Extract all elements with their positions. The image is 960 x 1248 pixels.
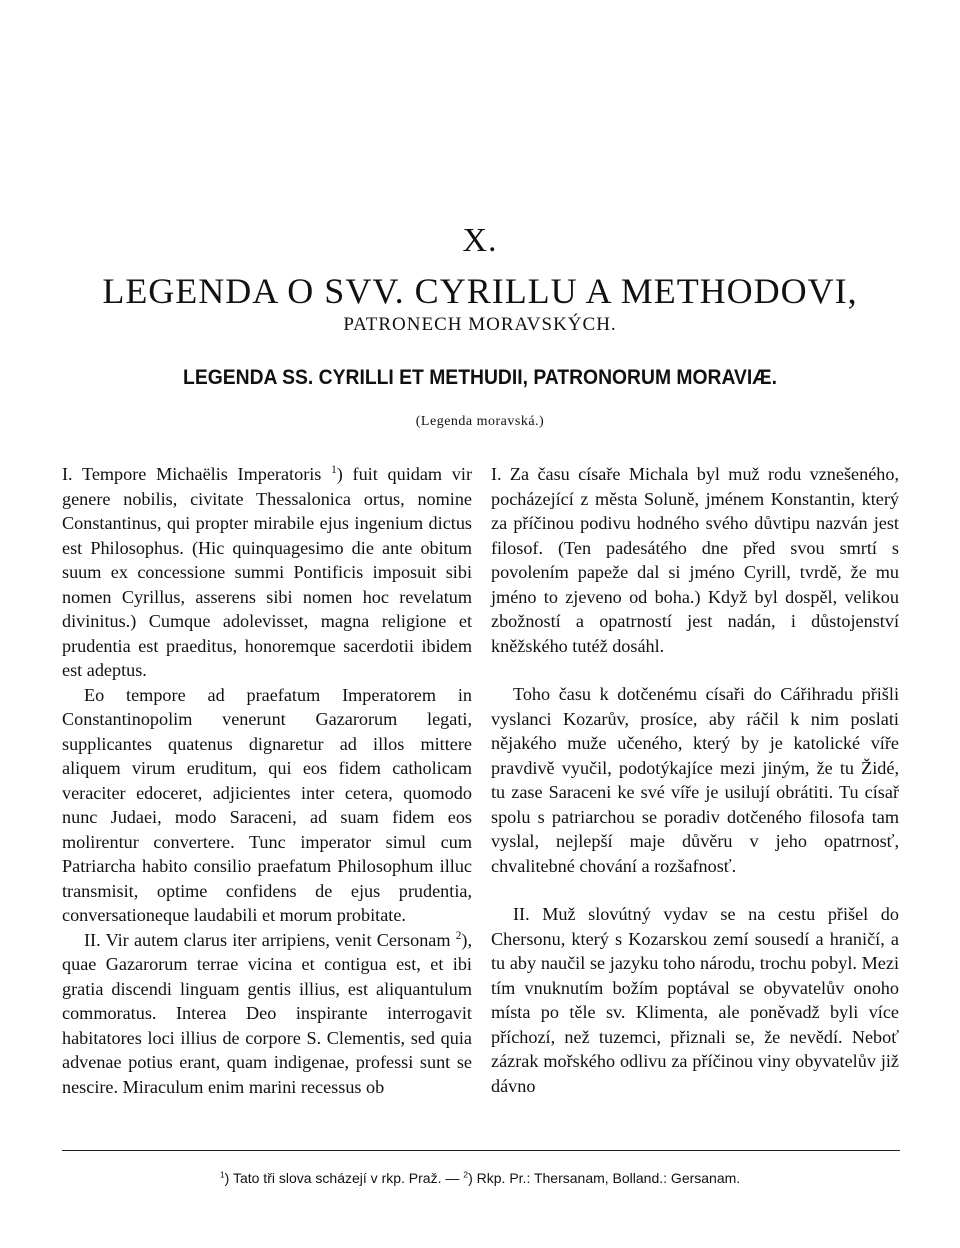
latin-title: LEGENDA SS. CYRILLI ET METHUDII, PATRONORUM MORAVIÆ.	[183, 366, 777, 389]
page-subtitle: PATRONECH MORAVSKÝCH.	[343, 314, 617, 335]
latin-paragraph-2: Eo tempore ad praefatum Imperatorem in Constantinopolim venerunt Gazarorum legati, supplicantes quatenus dignaretur ad illos mittere aliquem virum eruditum, qui eos fidem catholicam veraciter edoceret, adjicientes inter cetera, quomodo nunc Judaei, modo Saraceni, ad suam fidem eos molirentur convertere. Tunc imperator simul cum Patriarcha habito consilio praefatum Philosophum illuc transmisit, optime confidens de ejus prudentia, conversationeque laudabili et morum probitate.	[62, 684, 472, 925]
czech-paragraph-1: I. Za času císaře Michala byl muž rodu vznešeného, pocházející z města Soluně, jménem Konstantin, který za příčinou podivu hodného svého důvtipu nazván jest filosof. (Ten padesátého dne před svou smrtí s povolením papeže dal si jméno Cyrill, tvrdě, že mu jméno to zjeveno od boha.) Když byl dospěl, velikou zbožností a opatrností jest nadán, i důstojenství kněžského tutéž dosáhl.	[491, 464, 899, 656]
footnote: $^1$) Tato tři slova scházejí v rkp. Praž. — $^2$) Rkp. Pr.: Thersanam, Bolland.: Gersanam.	[219, 1169, 741, 1186]
page-title: LEGENDA O SVV. CYRILLU A METHODOVI,	[102, 271, 858, 311]
czech-paragraph-3: II. Muž slovútný vydav se na cestu přišel do Chersonu, který s Kozarskou zemí sousedí a hraničí, a tu aby naučil se jazyku toho národu, trochu pobyl. Mezi tím vnuknutím božím poptával se obyvatelův onoho místa po těle sv. Klimenta, ale poněvadž byli více příchozí, než tuzemci, přiznali se, že nevědí. Neboť zázrak mořského odlivu za příčinou viny obyvatelův již dávno	[491, 904, 899, 1096]
czech-paragraph-2: Toho času k dotčenému císaři do Cářihradu přišli vyslanci Kozarův, prosíce, aby ráčil k nim poslati nějakého muže učeného, který by je katolické víře pravdivě vyučil, podotýkajíce mezi jiným, že tu Židé, tu zase Saraceni ke své víře je usilují obrátiti. Tu císař spolu s patriarchou se poradiv dotčeného filosofa tam vyslal, nejlepší maje důvěru v jeho opatrnosť, chvalitebné chování a rozšafnosť.	[491, 684, 899, 876]
footnote-ref-1: 1	[331, 463, 337, 476]
latin-paragraph-1: I. Tempore Michaëlis Imperatoris $^1$) fuit quidam vir genere nobilis, civitate Thessalonica ortus, nomine Constantinus, qui propter mirabile ejus ingenium dictus est Philosophus. (Hic quinquagesimo die ante obitum suum ex concessione summi Pontificis imposuit sibi nomen Cyrillus, asserens sibi nomen hoc revelatum divinitus.) Cumque adolevisset, magna religione et prudentia est praeditus, honoremque sacerdotii ibidem est adeptus.	[62, 463, 472, 680]
latin-column	[62, 462, 472, 1099]
chapter-numeral: X.	[462, 222, 498, 259]
czech-column	[491, 462, 899, 1098]
latin-paragraph-3: II. Vir autem clarus iter arripiens, venit Cersonam $^2$), quae Gazarorum terrae vicina et contigua est, et ibi gratia discendi linguam gentis illius, est aliquantulum commoratus. Interea Deo inspirante interrogavit habitatores loci illius de corpore S. Clementis, sed quia advenae potius erant, quam indigenae, professi sunt se nescire. Miraculum enim marini recessus ob	[62, 929, 472, 1097]
source-note: (Legenda moravská.)	[415, 414, 545, 429]
footnote-ref-2: 2	[455, 929, 462, 942]
footnote-divider	[62, 1150, 900, 1151]
